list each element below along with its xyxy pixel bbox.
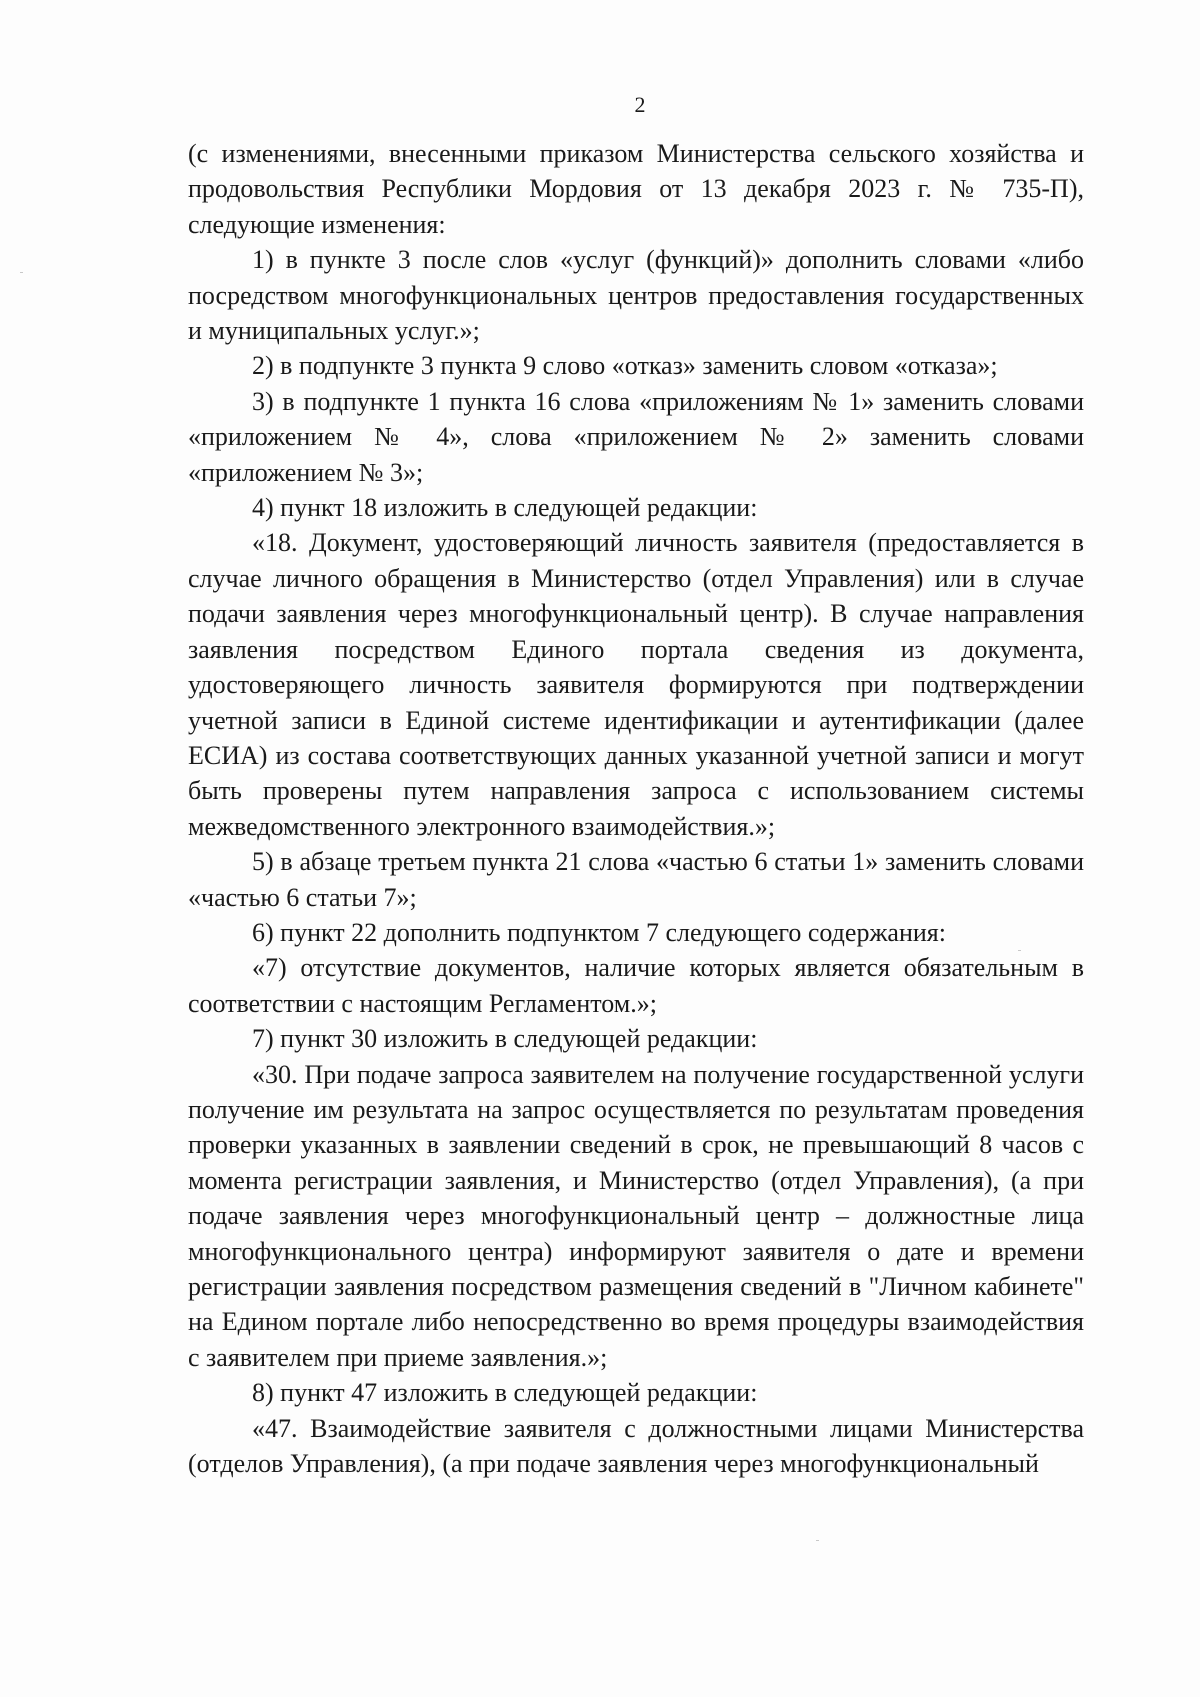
- scan-speck: [816, 1540, 819, 1541]
- paragraph-item-1: 1) в пункте 3 после слов «услуг (функций)» дополнить словами «либо посредством многофункциональных центров предоставления государственных и муниципальных услуг.»;: [188, 245, 1084, 346]
- paragraph-item-4-text: «18. Документ, удостоверяющий личность заявителя (предоставляется в случае личного обращения в Министерство (отдел Управления) или в случае подачи заявления через многофункциональный центр). В случае направления заявления посредством Единого портала сведения из документа, удостоверяющего личность заявителя формируются при подтверждении учетной записи в Единой системе идентификации и аутентификации (далее ЕСИА) из состава соответствующих данных указанной учетной записи и могут быть проверены путем направления запроса с использованием системы межведомственного электронного взаимодействия.»;: [188, 528, 1084, 841]
- paragraph-item-5: 5) в абзаце третьем пункта 21 слова «частью 6 статьи 1» заменить словами «частью 6 статьи 7»;: [188, 847, 1084, 912]
- paragraph-item-8-text: «47. Взаимодействие заявителя с должностными лицами Министерства (отделов Управления), (а при подаче заявления через многофункциональный: [188, 1413, 1084, 1479]
- paragraph-item-6: 6) пункт 22 дополнить подпунктом 7 следующего содержания:: [252, 917, 946, 947]
- page-number: 2: [634, 92, 646, 117]
- scan-speck: [1018, 950, 1021, 951]
- paragraph-item-7-text: «30. При подаче запроса заявителем на получение государственной услуги получение им результата на запрос осуществляется по результатам проведения проверки указанных в заявлении сведений в срок, не превышающий 8 часов с момента регистрации заявления, и Министерство (отдел Управления), (а при подаче заявления через многофункциональный центр – должностные лица многофункционального центра) информируют заявителя о дате и времени регистрации заявления посредством размещения сведений в "Личном кабинете" на Едином портале либо непосредственно во время процедуры взаимодействия с заявителем при приеме заявления.»;: [188, 1059, 1084, 1372]
- paragraph-item-8: 8) пункт 47 изложить в следующей редакции:: [252, 1378, 758, 1408]
- paragraph-intro: (с изменениями, внесенными приказом Министерства сельского хозяйства и продовольствия Республики Мордовия от 13 декабря 2023 г. № 735-П), следующие изменения:: [188, 139, 1084, 239]
- scan-speck: [20, 272, 23, 273]
- paragraph-item-6-text: «7) отсутствие документов, наличие которых является обязательным в соответствии с настоящим Регламентом.»;: [188, 953, 1084, 1018]
- document-body: [188, 136, 1084, 1481]
- paragraph-item-3: 3) в подпункте 1 пункта 16 слова «приложениям № 1» заменить словами «приложением № 4», слова «приложением № 2» заменить словами «приложением № 3»;: [188, 386, 1084, 487]
- paragraph-item-2: 2) в подпункте 3 пункта 9 слово «отказ» заменить словом «отказа»;: [252, 351, 998, 381]
- paragraph-item-7: 7) пункт 30 изложить в следующей редакции:: [252, 1024, 758, 1054]
- paragraph-item-4: 4) пункт 18 изложить в следующей редакции:: [252, 493, 758, 523]
